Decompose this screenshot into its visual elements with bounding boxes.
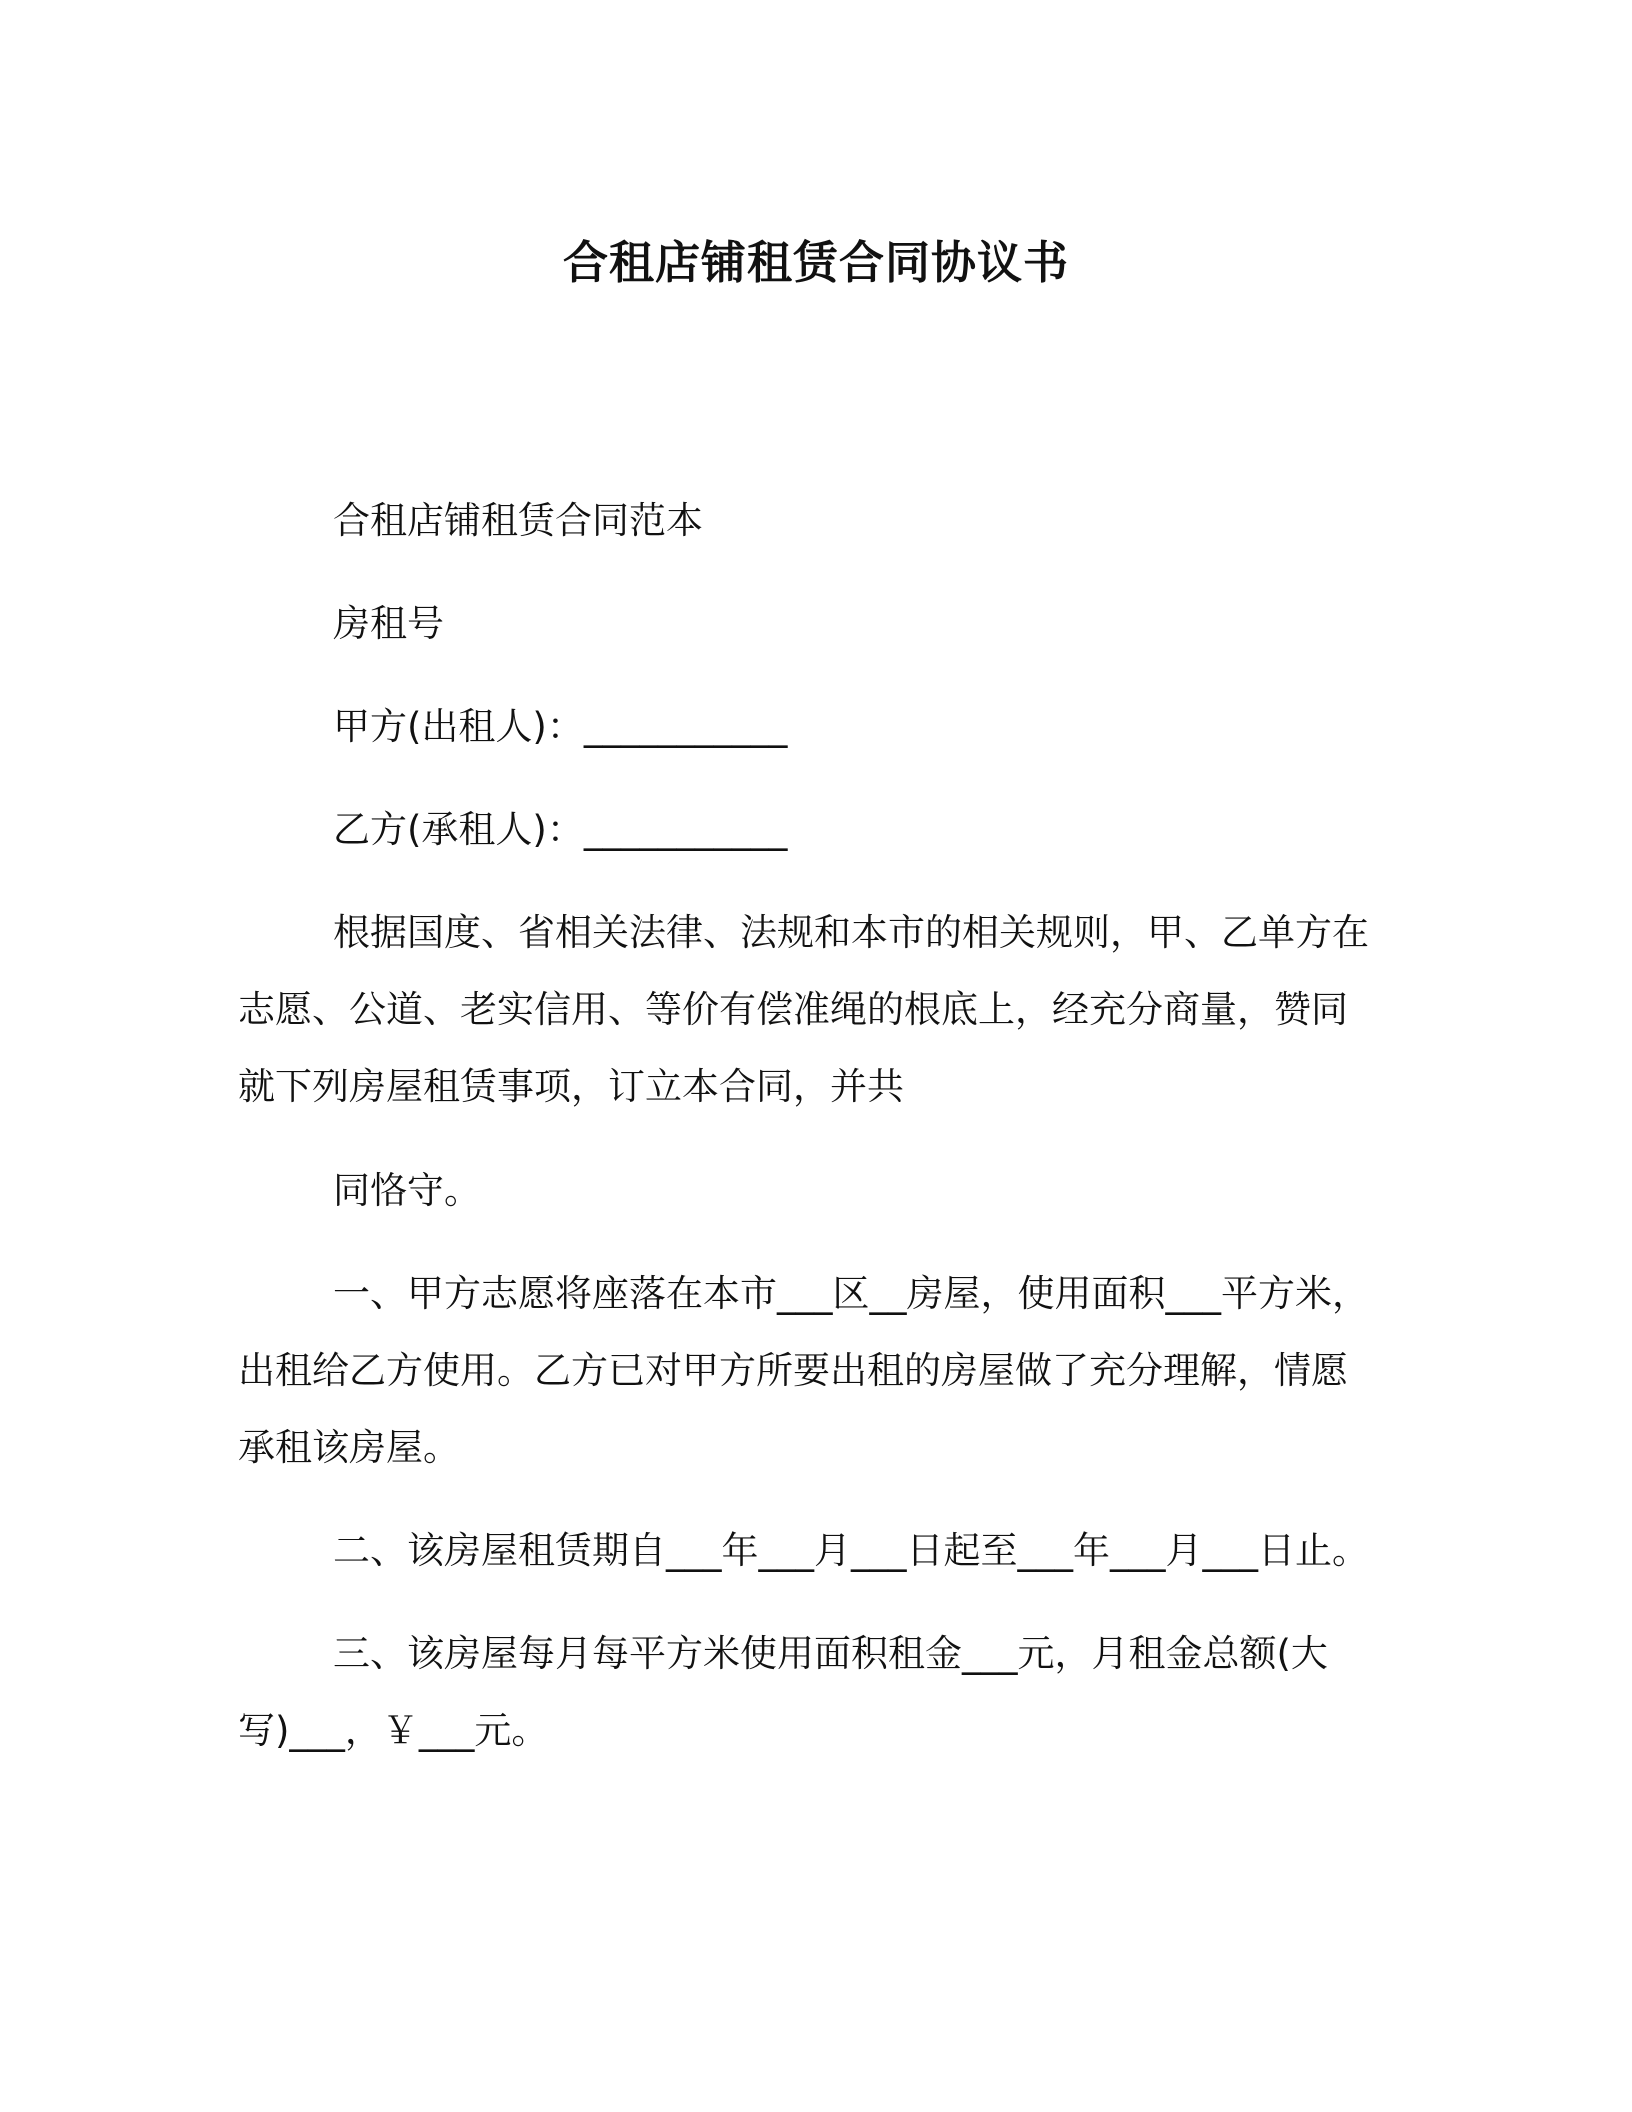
party-a-line: 甲方(出租人)：___________: [333, 705, 788, 748]
rent-number-label: 房租号: [333, 602, 444, 645]
document-title: 合租店铺租赁合同协议书: [562, 236, 1069, 289]
clause-1-line-1: 一、甲方志愿将座落在本市___区__房屋，使用面积___平方米，: [333, 1272, 1369, 1315]
preamble-line-2: 志愿、公道、老实信用、等价有偿准绳的根底上，经充分商量，赞同: [238, 988, 1348, 1031]
clause-3-line-2: 写)___，￥___元。: [238, 1709, 549, 1752]
party-b-line: 乙方(承租人)：___________: [333, 808, 788, 851]
clause-1-line-2: 出租给乙方使用。乙方已对甲方所要出租的房屋做了充分理解，情愿: [238, 1349, 1348, 1392]
preamble-line-1: 根据国度、省相关法律、法规和本市的相关规则，甲、乙单方在: [333, 911, 1369, 954]
preamble-line-3: 就下列房屋租赁事项，订立本合同，并共: [238, 1065, 904, 1108]
clause-1-line-3: 承租该房屋。: [238, 1426, 460, 1469]
template-subtitle: 合租店铺租赁合同范本: [333, 499, 703, 542]
clause-3-line-1: 三、该房屋每月每平方米使用面积租金___元，月租金总额(大: [333, 1632, 1328, 1675]
preamble-end: 同恪守。: [333, 1169, 481, 1212]
clause-2-line: 二、该房屋租赁期自___年___月___日起至___年___月___日止。: [333, 1529, 1369, 1572]
